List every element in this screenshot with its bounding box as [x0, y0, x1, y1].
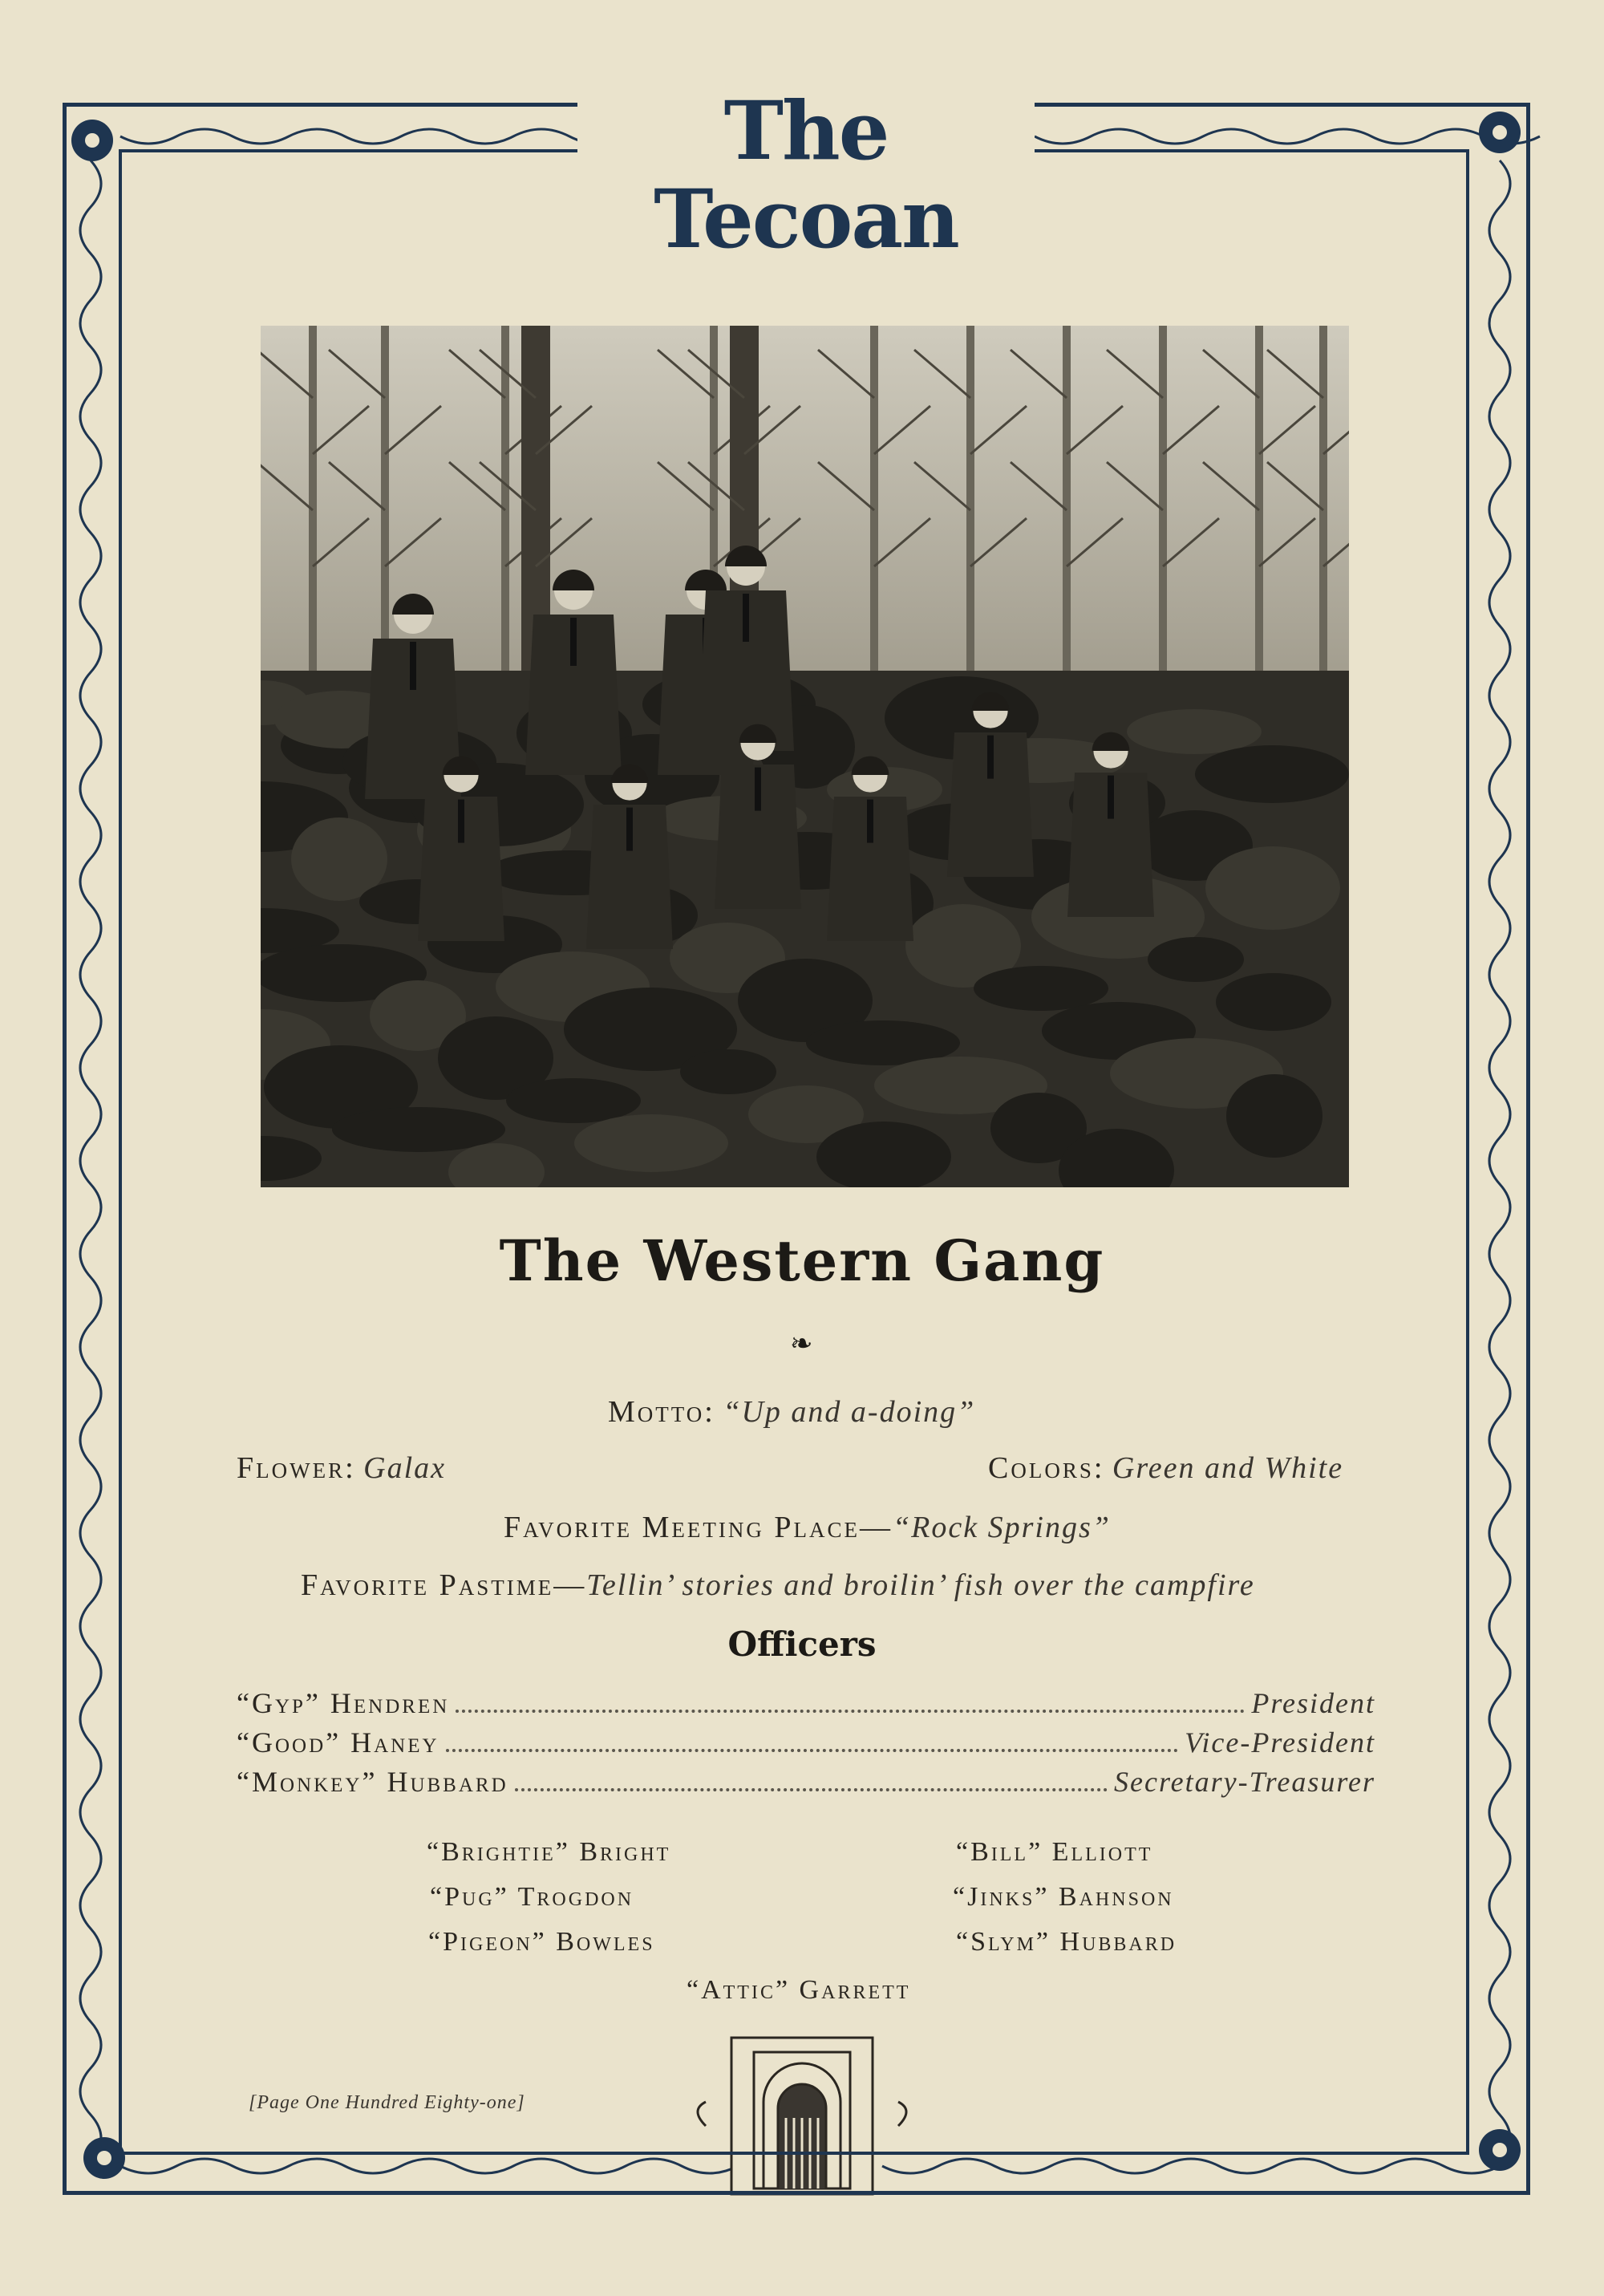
dot-leader — [446, 1749, 1179, 1752]
colors-line — [988, 1450, 1343, 1486]
motto-value: “Up and a-doing” — [723, 1395, 976, 1429]
officer-role: President — [1251, 1687, 1375, 1719]
member-name: “Pigeon” Bowles — [428, 1927, 655, 1957]
officer-row — [237, 1686, 1375, 1723]
fleuron-ornament: ❧ — [790, 1329, 813, 1359]
member-name: “Jinks” Bahnson — [953, 1882, 1174, 1912]
flower-line — [237, 1450, 446, 1486]
officer-name: “Gyp” Hendren — [237, 1687, 450, 1719]
group-photo — [261, 326, 1349, 1187]
masthead: The Tecoan — [577, 87, 1035, 183]
colors-value: Green and White — [1112, 1451, 1344, 1485]
flower-value: Galax — [363, 1451, 447, 1485]
member-name: “Slym” Hubbard — [956, 1927, 1177, 1957]
officers-heading: Officers — [727, 1625, 877, 1664]
member-name: “Attic” Garrett — [687, 1975, 911, 2005]
officer-role: Secretary-Treasurer — [1114, 1766, 1375, 1798]
motto-line — [608, 1394, 975, 1430]
pastime-label: Favorite Pastime— — [301, 1568, 587, 1602]
pastime-value: Tellin’ stories and broilin’ fish over the campfire — [586, 1568, 1255, 1602]
meeting-place-line — [504, 1510, 1111, 1545]
officer-role: Vice-President — [1185, 1726, 1375, 1759]
flower-label: Flower: — [237, 1451, 356, 1485]
member-name: “Pug” Trogdon — [430, 1882, 634, 1912]
motto-label: Motto: — [608, 1395, 715, 1429]
officer-name: “Monkey” Hubbard — [237, 1766, 508, 1798]
photo-scene — [261, 326, 1349, 1187]
officer-row — [237, 1765, 1375, 1802]
page-number: [Page One Hundred Eighty-one] — [249, 2092, 525, 2113]
officer-name: “Good” Haney — [237, 1726, 439, 1759]
member-name: “Brightie” Bright — [427, 1837, 671, 1867]
club-title: The Western Gang — [499, 1227, 1105, 1294]
dot-leader — [515, 1788, 1108, 1791]
member-name: “Bill” Elliott — [956, 1837, 1153, 1867]
meeting-place-label: Favorite Meeting Place— — [504, 1511, 893, 1544]
dot-leader — [456, 1710, 1245, 1713]
pastime-line — [301, 1568, 1255, 1603]
meeting-place-value: “Rock Springs” — [893, 1511, 1111, 1544]
colors-label: Colors: — [988, 1451, 1105, 1485]
officer-row — [237, 1726, 1375, 1763]
